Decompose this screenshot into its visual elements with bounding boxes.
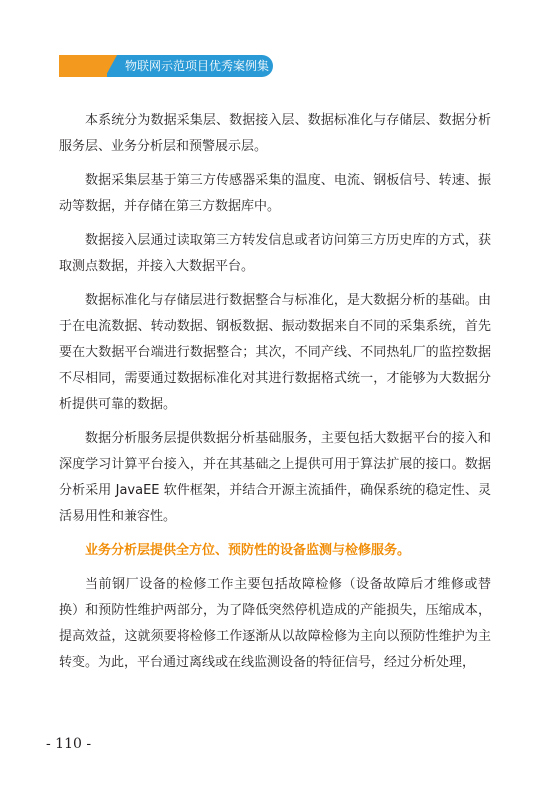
paragraph-analysis-service: 数据分析服务层提供数据分析基础服务，主要包括大数据平台的接入和深度学习计算平台接入，并在其基础之上提供可用于算法扩展的接口。数据分析采用 JavaEE 软件框架，并结合开源主流插件，确保系统的稳定性、灵活易用性和兼容性。 bbox=[59, 431, 491, 524]
paragraph-data-collection: 数据采集层基于第三方传感器采集的温度、电流、钢板信号、转速、振动等数据，并存储在第三方数据库中。 bbox=[59, 173, 491, 214]
paragraph-system-layers: 本系统分为数据采集层、数据接入层、数据标准化与存储层、数据分析服务层、业务分析层和预警展示层。 bbox=[59, 113, 491, 154]
page-number: - 110 - bbox=[46, 736, 92, 752]
running-header bbox=[59, 55, 279, 77]
body-text bbox=[59, 108, 491, 684]
header-orange-bar bbox=[59, 55, 109, 77]
header-title: 物联网示范项目优秀案例集 bbox=[125, 59, 270, 73]
paragraph-standardization: 数据标准化与存储层进行数据整合与标准化，是大数据分析的基础。由于在电流数据、转动数据、钢板数据、振动数据来自不同的采集系统，首先要在大数据平台端进行数据整合；其次，不同产线、不同热轧厂的监控数据不尽相同，需要通过数据标准化对其进行数据格式统一，才能够为大数据分析提供可靠的数据。 bbox=[59, 293, 491, 412]
section-subheading: 业务分析层提供全方位、预防性的设备监测与检修服务。 bbox=[85, 543, 411, 558]
paragraph-maintenance: 当前钢厂设备的检修工作主要包括故障检修（设备故障后才维修或替换）和预防性维护两部分，为了降低突然停机造成的产能损失，压缩成本，提高效益，这就须要将检修工作逐渐从以故障检修为主向以预防性维护为主转变。为此，平台通过离线或在线监测设备的特征信号，经过分析处理， bbox=[59, 577, 491, 670]
paragraph-data-access: 数据接入层通过读取第三方转发信息或者访问第三方历史库的方式，获取测点数据，并接入大数据平台。 bbox=[59, 233, 491, 274]
